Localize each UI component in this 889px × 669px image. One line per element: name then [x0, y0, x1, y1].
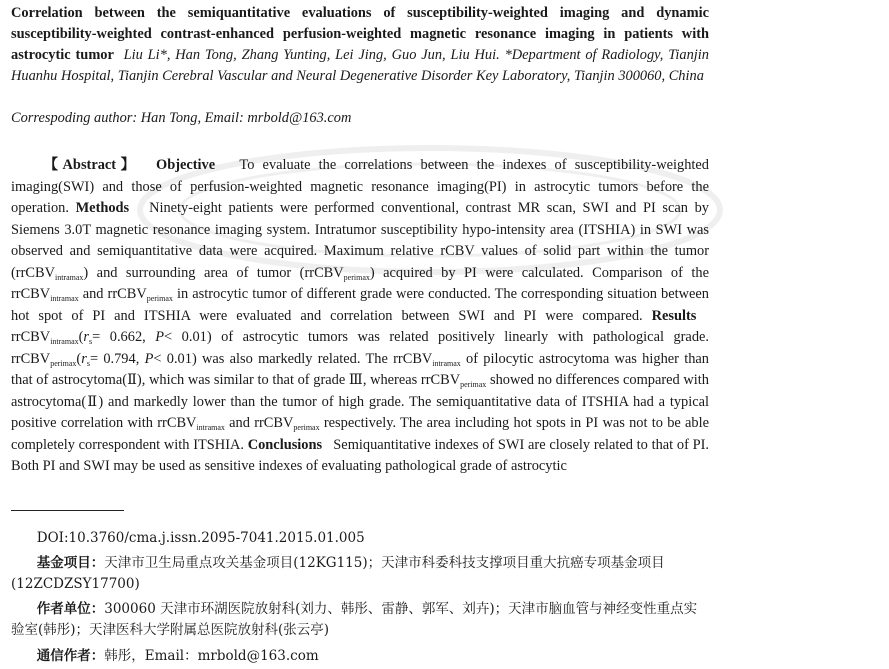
- intramax-sub: intramax: [196, 423, 225, 432]
- perimax-sub: perimax: [343, 272, 370, 282]
- perimax-sub: perimax: [293, 423, 320, 432]
- fund-text: 天津市卫生局重点攻关基金项目(12KG115)；天津市科委科技支撑项目重大抗癌专项基金项目(12ZCDZSY17700): [11, 555, 665, 592]
- rrcbv-term: rrCBV: [254, 415, 294, 431]
- fund-note: [11, 553, 709, 595]
- results-text: respectively. The area including hot spots in PI was not to be able completely correspondent with ITSHIA.: [11, 415, 710, 453]
- rs-symbol: r: [83, 329, 90, 345]
- rrcbv-term: rrCBV: [15, 264, 55, 281]
- conclusions-label: Conclusions: [247, 436, 323, 453]
- rrcbv-term: rrCBV: [393, 350, 433, 367]
- results-label: Results: [651, 307, 697, 324]
- perimax-sub: perimax: [146, 294, 173, 303]
- p-symbol: P: [155, 329, 165, 345]
- author-list: Liu Li*, Han Tong, Zhang Yunting, Lei Jing, Guo Jun, Liu Hui.: [123, 47, 500, 63]
- doi-text: DOI:10.3760/cma.j.issn.2095-7041.2015.01.005: [36, 530, 365, 546]
- rrcbv-term: rrCBV: [420, 372, 461, 388]
- intramax-sub: intramax: [50, 294, 79, 303]
- rs-symbol: r: [81, 350, 87, 367]
- unit-label: 作者单位：: [36, 601, 105, 617]
- results-text: = 0.794,: [89, 350, 145, 367]
- results-text: < 0.01) of astrocytic tumors was related positively linearly with pathological grade.: [164, 329, 709, 345]
- abstract: [11, 155, 709, 478]
- affiliation-inline: *Department of Radiology, Tianjin Huanhu Hospital, Tianjin Cerebral Vascular and Neural Degenerative Disorder Key Laboratory, Tianjin 300060, China: [11, 47, 709, 84]
- conclusions-text: Semiquantitative indexes of SWI are closely related to that of PI. Both PI and SWI may be used as sensitive indexes of evaluating pathological grade of astrocytic: [11, 436, 710, 474]
- rs-sub: s: [86, 358, 90, 368]
- methods-text: ) acquired by PI were calculated. Comparison of the: [369, 264, 709, 281]
- objective-text: To evaluate the correlations between the indexes of susceptibility-weighted imaging(SWI) and those of perfusion-weighted magnetic resonance imaging(PI) in astrocytic tumors before the operation.: [11, 157, 709, 216]
- methods-label: Methods: [75, 200, 130, 216]
- objective-label: Objective: [156, 157, 216, 173]
- methods-text: in astrocytic tumor of different grade were conducted. The corresponding situation between hot spot of PI and ITSHIA were evaluated and correlation between SWI and PI were compared.: [11, 286, 709, 324]
- rrcbv-term: rrCBV: [304, 264, 344, 281]
- results-text: (: [78, 329, 84, 345]
- perimax-sub: perimax: [460, 380, 487, 389]
- results-text: showed no differences compared with astrocytoma(Ⅱ) and markedly lower than the tumor of high grade. The semiquantitative data of ITSHIA had a typical positive correlation with: [11, 372, 709, 431]
- rrcbv-term: rrCBV: [11, 329, 51, 345]
- abstract-head: 【Abstract】: [39, 157, 140, 173]
- contact-label: 通信作者：: [36, 648, 105, 664]
- doi-line: [11, 528, 709, 549]
- results-text: of pilocytic astrocytoma was higher than that of astrocytoma(Ⅱ), which was similar to that of grade Ⅲ, whereas: [11, 350, 709, 388]
- rrcbv-term: rrCBV: [107, 286, 147, 302]
- rrcbv-term: rrCBV: [11, 350, 51, 367]
- rrcbv-term: rrCBV: [11, 286, 51, 302]
- footnote-divider: [11, 510, 124, 511]
- intramax-sub: intramax: [50, 337, 79, 346]
- rrcbv-term: rrCBV: [157, 415, 197, 431]
- intramax-sub: intramax: [54, 272, 84, 282]
- p-symbol: P: [144, 350, 154, 367]
- perimax-sub: perimax: [50, 358, 77, 368]
- results-text: = 0.662,: [92, 329, 156, 345]
- corresponding-author: Correspoding author: Han Tong, Email: mrbold@163.com: [11, 110, 352, 126]
- rs-sub: s: [89, 337, 93, 346]
- contact-note: [11, 646, 709, 667]
- methods-text: Ninety-eight patients were performed conventional, contrast MR scan, SWI and PI scan by Siemens 3.0T magnetic resonance imaging system. Intratumor susceptibility hypo-intensity area (ITSHIA) in SWI was observed and semiquantitative data were acquired. Maximum relative rCBV values of solid part within the tumor (: [11, 200, 709, 281]
- contact-text: 韩彤，Email：mrbold@163.com: [104, 648, 319, 664]
- results-text: (: [76, 350, 82, 367]
- results-text: < 0.01) was also markedly related. The: [153, 350, 388, 367]
- intramax-sub: intramax: [432, 358, 461, 368]
- article-title: Correlation between the semiquantitative evaluations of susceptibility-weighted imaging and dynamic susceptibility-weighted contrast-enhanced perfusion-weighted magnetic resonance imaging in patients with astrocytic tumor Liu Li*, Han Tong, Zhang Yunting, Lei Jing, Guo Jun, Liu Hui. *Department of Radiology, Tianjin Huanhu Hospital, Tianjin Cerebral Vascular and Neural Degenerative Disorder Key Laboratory, Tianjin 300060, China: [11, 5, 709, 84]
- unit-note: [11, 599, 709, 641]
- fund-label: 基金项目：: [36, 555, 105, 571]
- methods-text: and: [82, 286, 104, 302]
- results-text: and: [229, 415, 250, 431]
- methods-text: ) and surrounding area of tumor (: [83, 264, 305, 281]
- unit-text: 300060 天津市环湖医院放射科(刘力、韩彤、雷静、郭军、刘卉)；天津市脑血管与神经变性重点实验室(韩彤)；天津医科大学附属总医院放射科(张云亭): [11, 601, 698, 638]
